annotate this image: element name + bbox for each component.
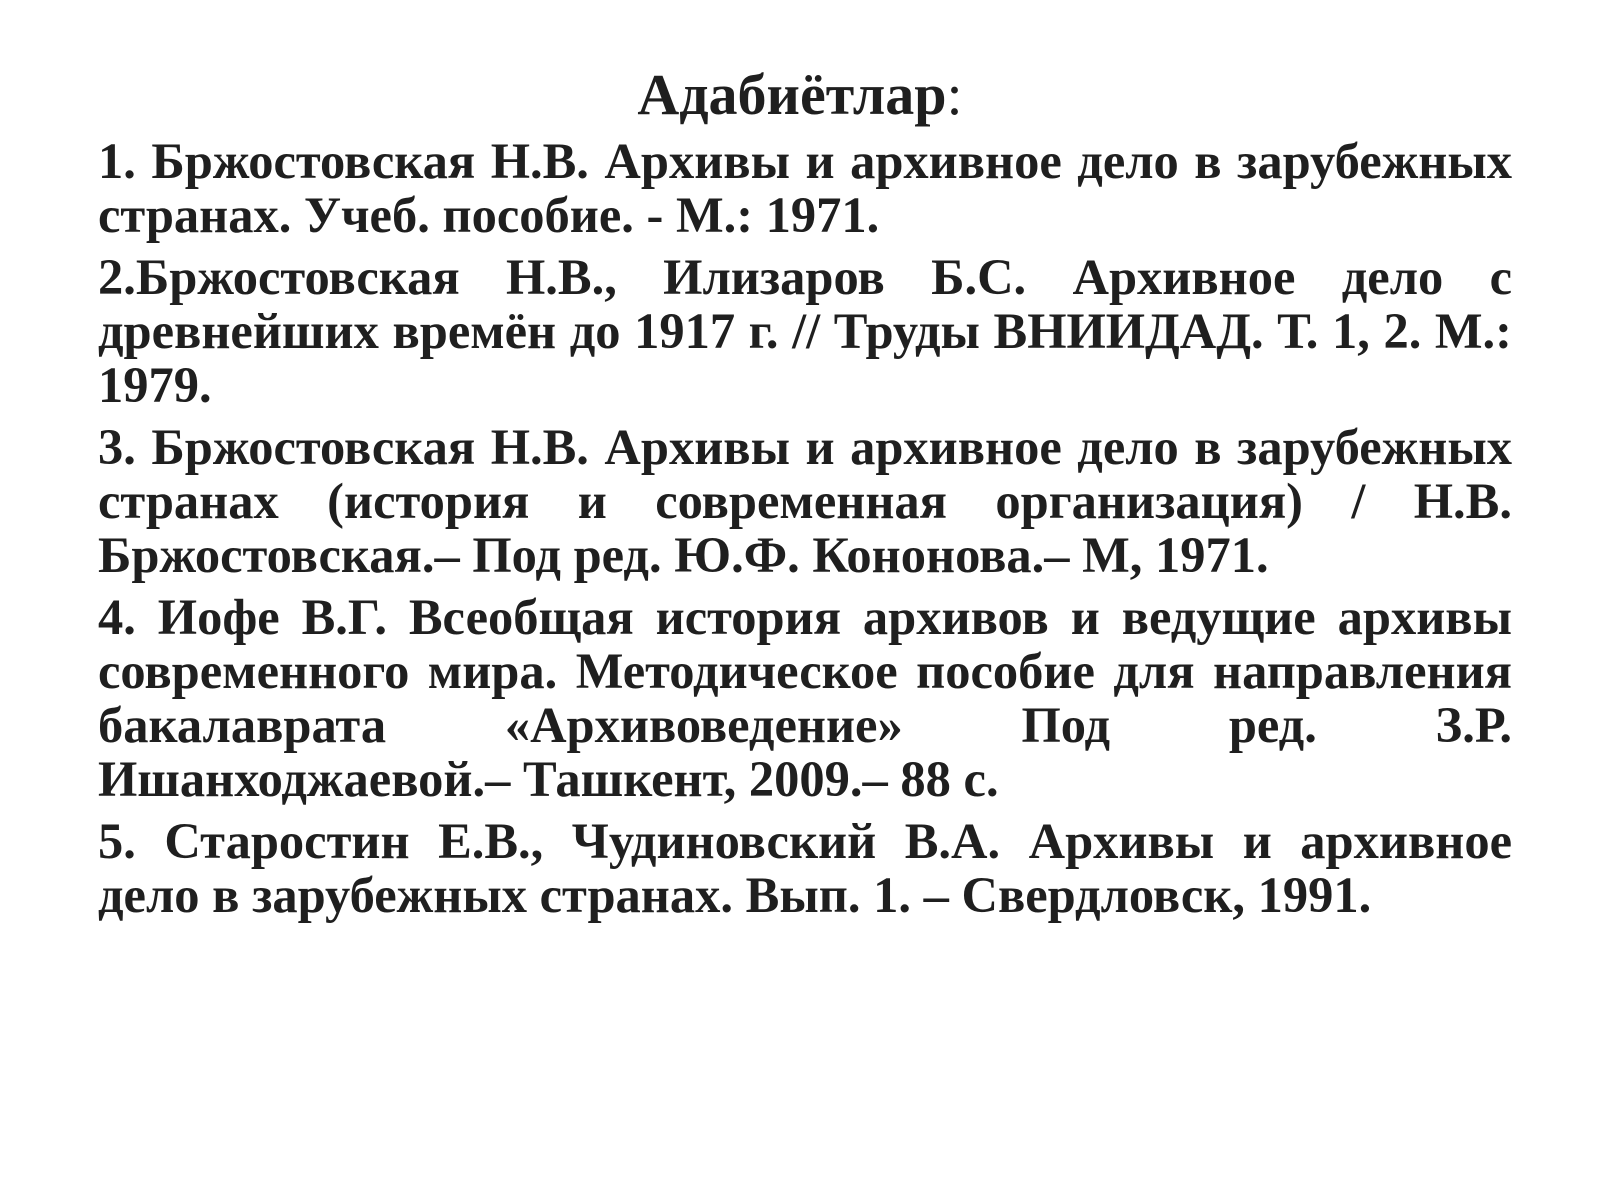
title-heading: Адабиётлар xyxy=(637,62,947,127)
title-colon: : xyxy=(946,62,963,127)
reference-item-1: 1. Бржостовская Н.В. Архивы и архивное дело в зарубежных странах. Учеб. пособие. - М.: 1971. xyxy=(98,133,1512,243)
reference-item-3: 3. Бржостовская Н.В. Архивы и архивное дело в зарубежных странах (история и современная организация) / Н.В. Бржостовская.– Под ред. Ю.Ф. Кононова.– М, 1971. xyxy=(98,419,1512,583)
reference-list xyxy=(98,134,1512,930)
reference-item-2: 2.Бржостовская Н.В., Илизаров Б.С. Архивное дело с древнейших времён до 1917 г. // Труды ВНИИДАД. Т. 1, 2. М.: 1979. xyxy=(98,249,1512,413)
reference-item-5: 5. Старостин Е.В., Чудиновский В.А. Архивы и архивное дело в зарубежных странах. Вып. 1. – Свердловск, 1991. xyxy=(98,813,1512,923)
reference-item-4: 4. Иофе В.Г. Всеобщая история архивов и ведущие архивы современного мира. Методическое пособие для направления бакалаврата «Архивоведение» Под ред. З.Р. Ишанходжаевой.– Ташкент, 2009.– 88 с. xyxy=(98,589,1512,807)
page-title xyxy=(0,62,1600,128)
